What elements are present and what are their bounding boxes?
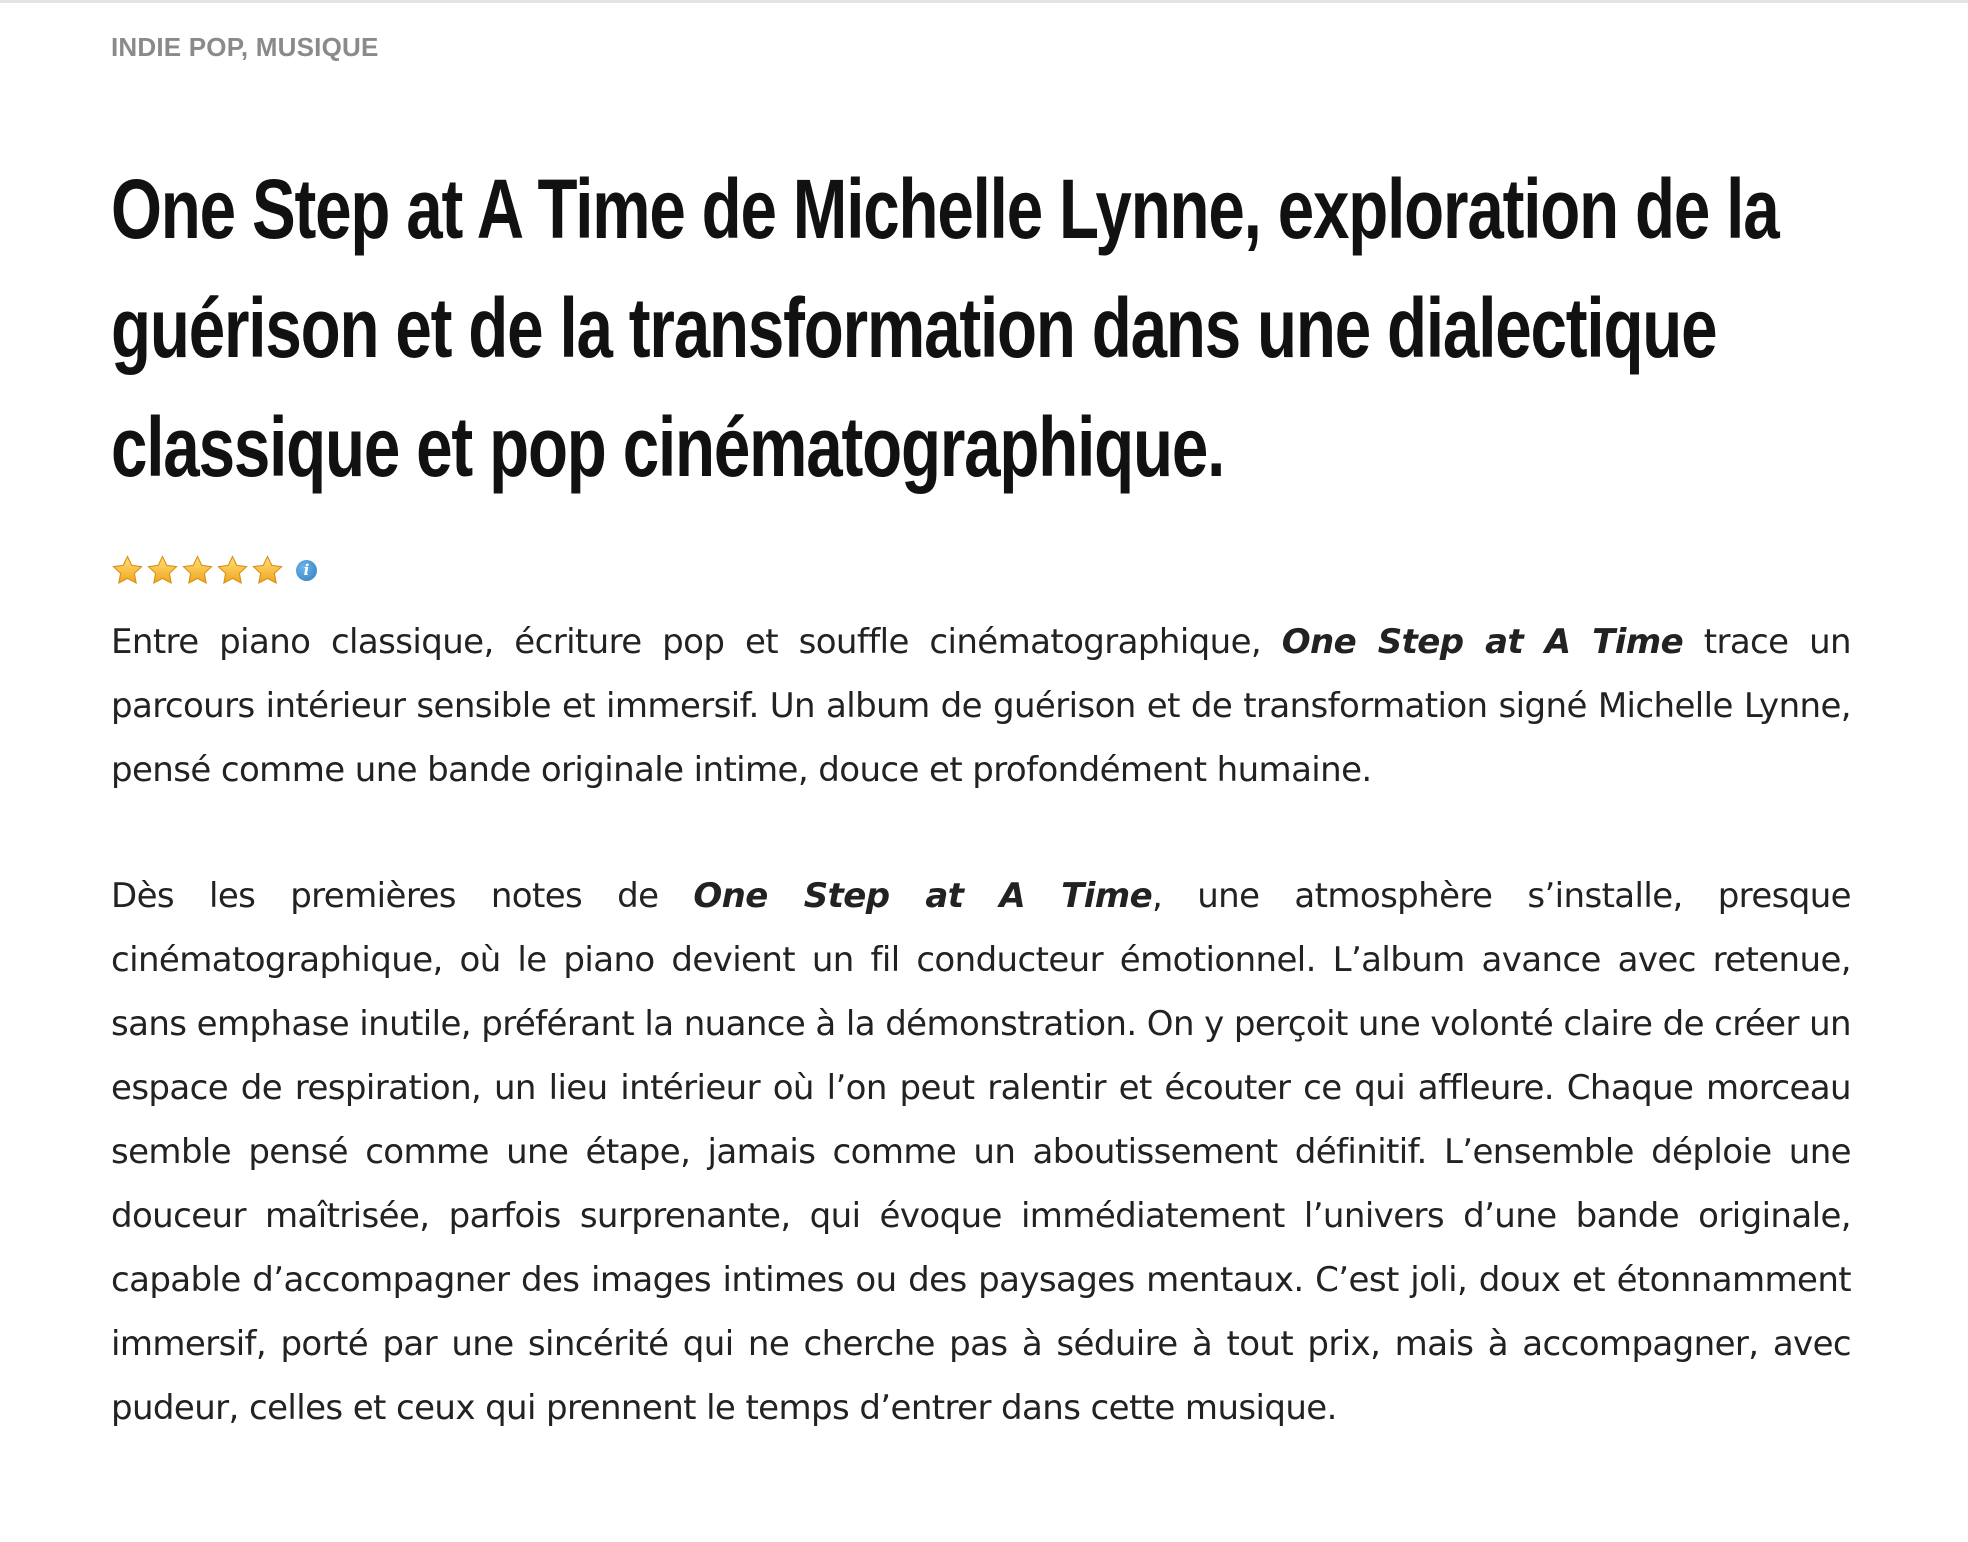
- category-link-musique[interactable]: MUSIQUE: [255, 32, 379, 62]
- intro-paragraph: [111, 610, 1851, 802]
- article-body: [111, 610, 1851, 1502]
- text-run: , une atmosphère s’installe, presque cinématographique, où le piano devient un fil conducteur émotionnel. L’album avance avec retenue, sans emphase inutile, préférant la nuance à la démonstration. On y perçoit une volonté claire de créer un espace de respiration, un lieu intérieur où l’on peut ralentir et écouter ce qui affleure. Chaque morceau semble pensé comme une étape, jamais comme un aboutissement définitif. L’ensemble déploie une douceur maîtrisée, parfois surprenante, qui évoque immédiatement l’univers d’une bande originale, capable d’accompagner des images intimes ou des paysages mentaux. C’est joli, doux et étonnamment immersif, porté par une sincérité qui ne cherche pas à séduire à tout prix, mais à accompagner, avec pudeur, celles et ceux qui prennent le temps d’entrer dans cette musique.: [111, 876, 1851, 1428]
- album-title-emphasis: One Step at A Time: [693, 876, 1153, 916]
- star-icon[interactable]: [216, 554, 249, 587]
- star-icon[interactable]: [111, 554, 144, 587]
- text-run: Dès les premières notes de: [111, 876, 694, 916]
- article: [111, 0, 1851, 1428]
- star-icon[interactable]: [181, 554, 214, 587]
- star-rating[interactable]: [111, 554, 317, 587]
- page-title: One Step at A Time de Michelle Lynne, exploration de la guérison et de la transformation dans une dialectique classique et pop cinématographique.: [111, 162, 1779, 494]
- category-separator: ,: [240, 32, 256, 62]
- star-icon[interactable]: [146, 554, 179, 587]
- text-run: Entre piano classique, écriture pop et souffle cinématographique,: [111, 622, 1282, 662]
- album-title-emphasis: One Step at A Time: [1281, 622, 1684, 662]
- star-icon[interactable]: [251, 554, 284, 587]
- category-links: [111, 30, 1851, 64]
- body-paragraph: [111, 864, 1851, 1440]
- category-link-indie-pop[interactable]: INDIE POP: [111, 32, 241, 62]
- info-icon[interactable]: i: [296, 560, 317, 581]
- text-run: trace un parcours intérieur sensible et immersif. Un album de guérison et de transformation signé Michelle Lynne, pensé comme une bande originale intime, douce et profondément humaine.: [111, 622, 1851, 790]
